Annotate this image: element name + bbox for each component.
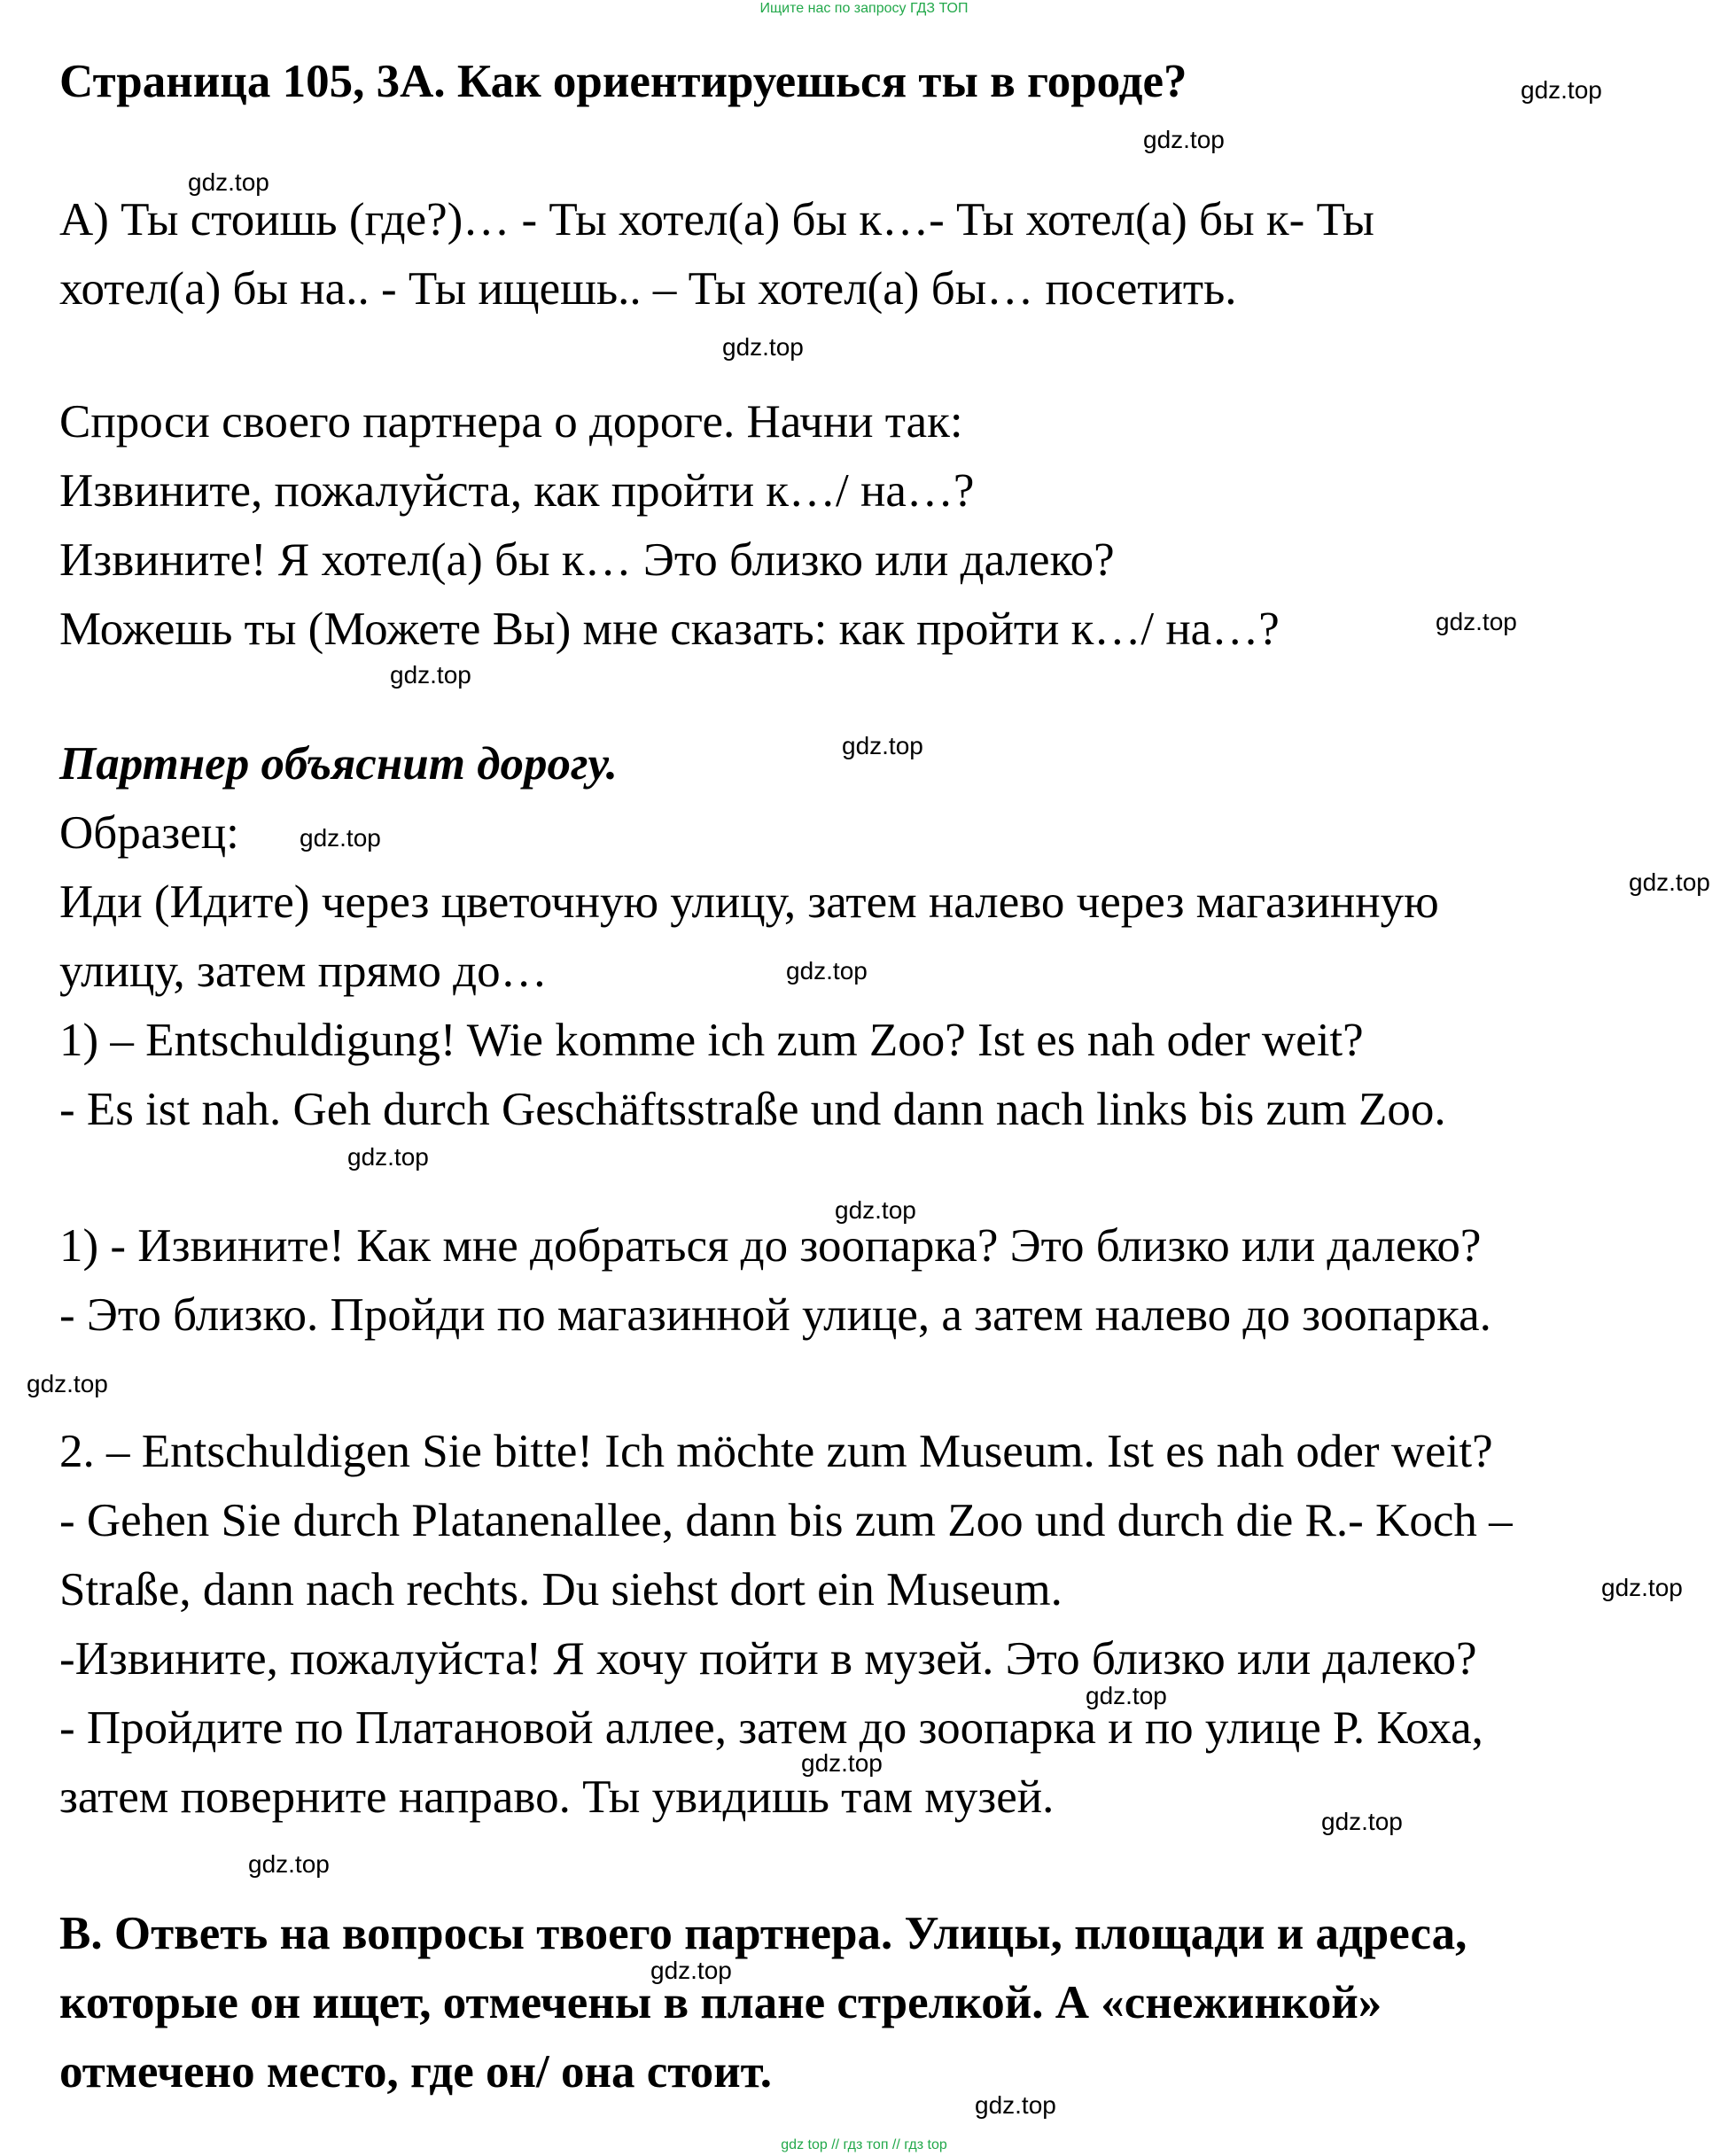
- page-title: Страница 105, 3А. Как ориентируешься ты в городе?: [59, 56, 1187, 107]
- dialog1-de-answer: - Es ist nah. Geh durch Geschäftsstraße und dann nach links bis zum Zoo.: [59, 1084, 1446, 1135]
- watermark: gdz.top: [722, 333, 804, 361]
- ask-intro: Спроси своего партнера о дороге. Начни так:: [59, 396, 963, 448]
- watermark: gdz.top: [1321, 1808, 1403, 1835]
- dialog2-de-question: 2. – Entschuldigen Sie bitte! Ich möchte zum Museum. Ist es nah oder weit?: [59, 1426, 1493, 1477]
- watermark: gdz.top: [390, 661, 471, 689]
- watermark: gdz.top: [842, 732, 923, 759]
- footer-note: gdz top // гдз топ // гдз top: [781, 2137, 947, 2152]
- watermark: gdz.top: [1601, 1574, 1683, 1601]
- dialog2-ru-answer-1: - Пройдите по Платановой аллее, затем до зоопарка и по улице Р. Коха,: [59, 1702, 1483, 1754]
- watermark: gdz.top: [975, 2091, 1056, 2119]
- watermark: gdz.top: [1521, 76, 1602, 104]
- header-note: Ищите нас по запросу ГДЗ ТОП: [759, 1, 969, 16]
- sample-label: Образец:: [59, 807, 239, 859]
- section-b-line-3: отмечено место, где он/ она стоит.: [59, 2046, 772, 2098]
- dialog1-ru-question: 1) - Извините! Как мне добраться до зоопарка? Это близко или далеко?: [59, 1220, 1482, 1272]
- dialog2-de-answer-1: - Gehen Sie durch Platanenallee, dann bis zum Zoo und durch die R.- Koch –: [59, 1495, 1513, 1546]
- ask-phrase-2: Извините! Я хотел(а) бы к… Это близко или далеко?: [59, 534, 1115, 586]
- dialog2-ru-answer-2: затем поверните направо. Ты увидишь там музей.: [59, 1771, 1055, 1823]
- watermark: gdz.top: [650, 1957, 732, 1984]
- dialog2-de-answer-2: Straße, dann nach rechts. Du siehst dort ein Museum.: [59, 1564, 1062, 1615]
- watermark: gdz.top: [1436, 608, 1517, 635]
- dialog2-ru-question: -Извините, пожалуйста! Я хочу пойти в музей. Это близко или далеко?: [59, 1633, 1477, 1685]
- sample-line-2: улицу, затем прямо до…: [59, 946, 548, 997]
- watermark: gdz.top: [1143, 126, 1225, 153]
- watermark: gdz.top: [1629, 868, 1710, 896]
- watermark: gdz.top: [27, 1370, 108, 1397]
- watermark: gdz.top: [801, 1749, 883, 1777]
- section-b-line-1: В. Ответь на вопросы твоего партнера. Улицы, площади и адреса,: [59, 1908, 1467, 1959]
- section-b-line-2: которые он ищет, отмечены в плане стрелкой. А «снежинкой»: [59, 1977, 1382, 2028]
- section-a-line-1: А) Ты стоишь (где?)… - Ты хотел(а) бы к…- Ты хотел(а) бы к- Ты: [59, 194, 1374, 245]
- ask-phrase-1: Извините, пожалуйста, как пройти к…/ на…?: [59, 465, 975, 517]
- section-a-line-2: хотел(а) бы на.. - Ты ищешь.. – Ты хотел(а) бы… посетить.: [59, 263, 1237, 315]
- watermark: gdz.top: [1086, 1682, 1167, 1709]
- watermark: gdz.top: [835, 1196, 916, 1224]
- sample-line-1: Иди (Идите) через цветочную улицу, затем налево через магазинную: [59, 876, 1439, 928]
- watermark: gdz.top: [786, 957, 868, 985]
- watermark: gdz.top: [188, 168, 269, 196]
- watermark: gdz.top: [300, 824, 381, 852]
- partner-heading: Партнер объяснит дорогу.: [59, 738, 618, 790]
- watermark: gdz.top: [248, 1850, 330, 1878]
- dialog1-de-question: 1) – Entschuldigung! Wie komme ich zum Zoo? Ist es nah oder weit?: [59, 1015, 1364, 1066]
- dialog1-ru-answer: - Это близко. Пройди по магазинной улице, а затем налево до зоопарка.: [59, 1289, 1491, 1341]
- watermark: gdz.top: [347, 1143, 429, 1171]
- ask-phrase-3: Можешь ты (Можете Вы) мне сказать: как пройти к…/ на…?: [59, 603, 1280, 655]
